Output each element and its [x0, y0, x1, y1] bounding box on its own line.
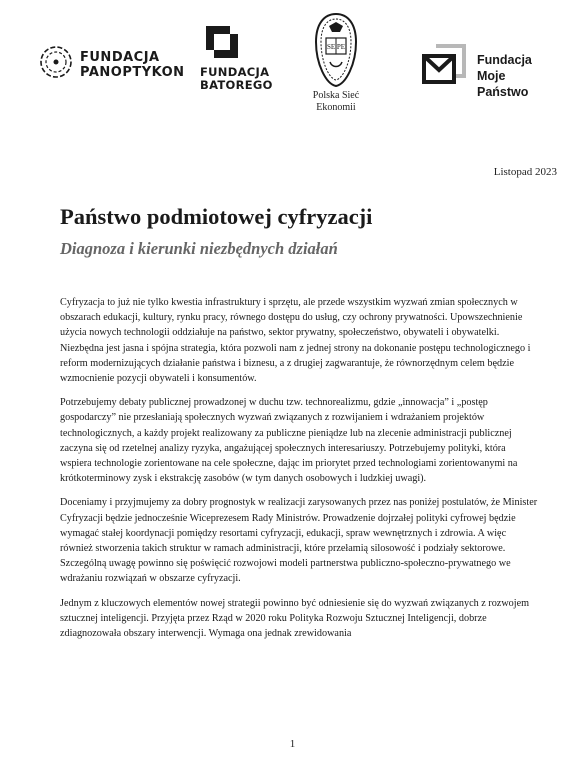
logo-bar: [0, 0, 585, 120]
panoptykon-wordmark: [80, 50, 185, 80]
panoptykon-line2: PANOPTYKON: [80, 65, 185, 80]
psc-line1: Polska Sieć: [312, 90, 360, 101]
panoptykon-circle-icon: [38, 44, 74, 80]
batory-line2: BATOREGO: [200, 78, 273, 92]
body-paragraph-3: Doceniamy i przyjmujemy za dobry prognostyk w realizacji zarysowanych przez nas poniżej postulatów, że Minister Cyfryzacji będzie jednocześnie Wiceprezesem Rady Ministrów. Prowadzenie dojrzałej polityki cyfrowej będzie wymagać stałej koordynacji pomiędzy resortami cyfryzacji, edukacji, spraw wewnętrznych i zdrowia. A więc również stworzenia takich struktur w ramach administracji, które przełamią silosowość i podziały sektorowe. Szczególną uwagę powinno się poświęcić rozwojowi modeli partnerstwa publiczno-społeczno-prywatnego we wdrażaniu rozwiązań w obszarze cyfryzacji.: [60, 497, 538, 585]
body-paragraph-2: Potrzebujemy debaty publicznej prowadzonej w duchu tzw. technorealizmu, gdzie „innowacja” i „postęp gospodarczy” nie przesłaniają społecznych wyzwań związanych z rozwijaniem i wdrażaniem projektów technologicznych, a każdy projekt realizowany za publiczne pieniądze lub na zlecenie administracji publicznej zaczyna się od rzetelnej analizy ryzyka, angażującej społecznych interesariuszy. Potrzebujemy polityki, która wspiera technologie zorientowane na cele społeczne, dając im priorytet przed technologiami zorientowanymi na krótkoterminowy zysk i ekstrakcję zasobów (w tym danych osobowych i ludzkiej uwagi).: [60, 397, 518, 485]
polska-siec-ekonomii-logo: [296, 8, 376, 114]
psc-wordmark: [296, 90, 376, 114]
moje-panstwo-line2: Moje Państwo: [477, 69, 529, 99]
page-number: 1: [289, 738, 296, 750]
batory-line1: FUNDACJA: [200, 65, 270, 79]
document-date: Listopad 2023: [493, 166, 557, 178]
document-body: [60, 295, 538, 650]
moje-panstwo-line1: Fundacja: [477, 53, 532, 67]
fundacja-batorego-logo: [200, 22, 280, 98]
fundacja-panoptykon-logo: [38, 40, 185, 90]
body-paragraph-4: Jednym z kluczowych elementów nowej strategii powinno być odniesienie się do wyzwań związanych z rozwojem sztucznej inteligencji. Przyjęta przez Rząd w 2020 roku Polityka Rozwoju Sztucznej Inteligencji, dobrze zdiagnozowała obszary interwencji. Wymaga ona jednak zrewidowania: [60, 597, 530, 640]
psc-line2: Ekonomii: [316, 102, 356, 113]
batory-wordmark: [200, 66, 273, 92]
document-subtitle: Diagnoza i kierunki niezbędnych działań: [60, 239, 338, 258]
body-paragraph-1: Cyfryzacja to już nie tylko kwestia infrastruktury i sprzętu, ale przede wszystkim wyzwań zmian społecznych w obszarach edukacji, kultury, rynku pracy, równego dostępu do usług, czy ochrony prywatności. Upowszechnienie użycia nowych technologii oddziałuje na państwo, sektor prywatny, społeczeństwo, obywateli i obywatelki. Niezbędna jest jasna i spójna strategia, która pozwoli nam z jednej strony na dokonanie postępu technologicznego i reform modernizujących działanie państwa i biznesu, a z drugiej zagwarantuje, że równorzędnym celem będzie wzmocnienie pozycji obywateli i konsumentów.: [60, 297, 531, 385]
svg-text:SE PE: SE PE: [326, 43, 346, 51]
moje-panstwo-envelope-icon: [420, 42, 468, 84]
fundacja-moje-panstwo-logo: [420, 40, 560, 99]
batory-emblem-icon: [202, 22, 242, 62]
document-title: Państwo podmiotowej cyfryzacji: [60, 204, 373, 229]
moje-panstwo-wordmark: [477, 52, 560, 100]
panoptykon-line1: FUNDACJA: [80, 50, 160, 65]
psc-seal-icon: [314, 12, 358, 88]
